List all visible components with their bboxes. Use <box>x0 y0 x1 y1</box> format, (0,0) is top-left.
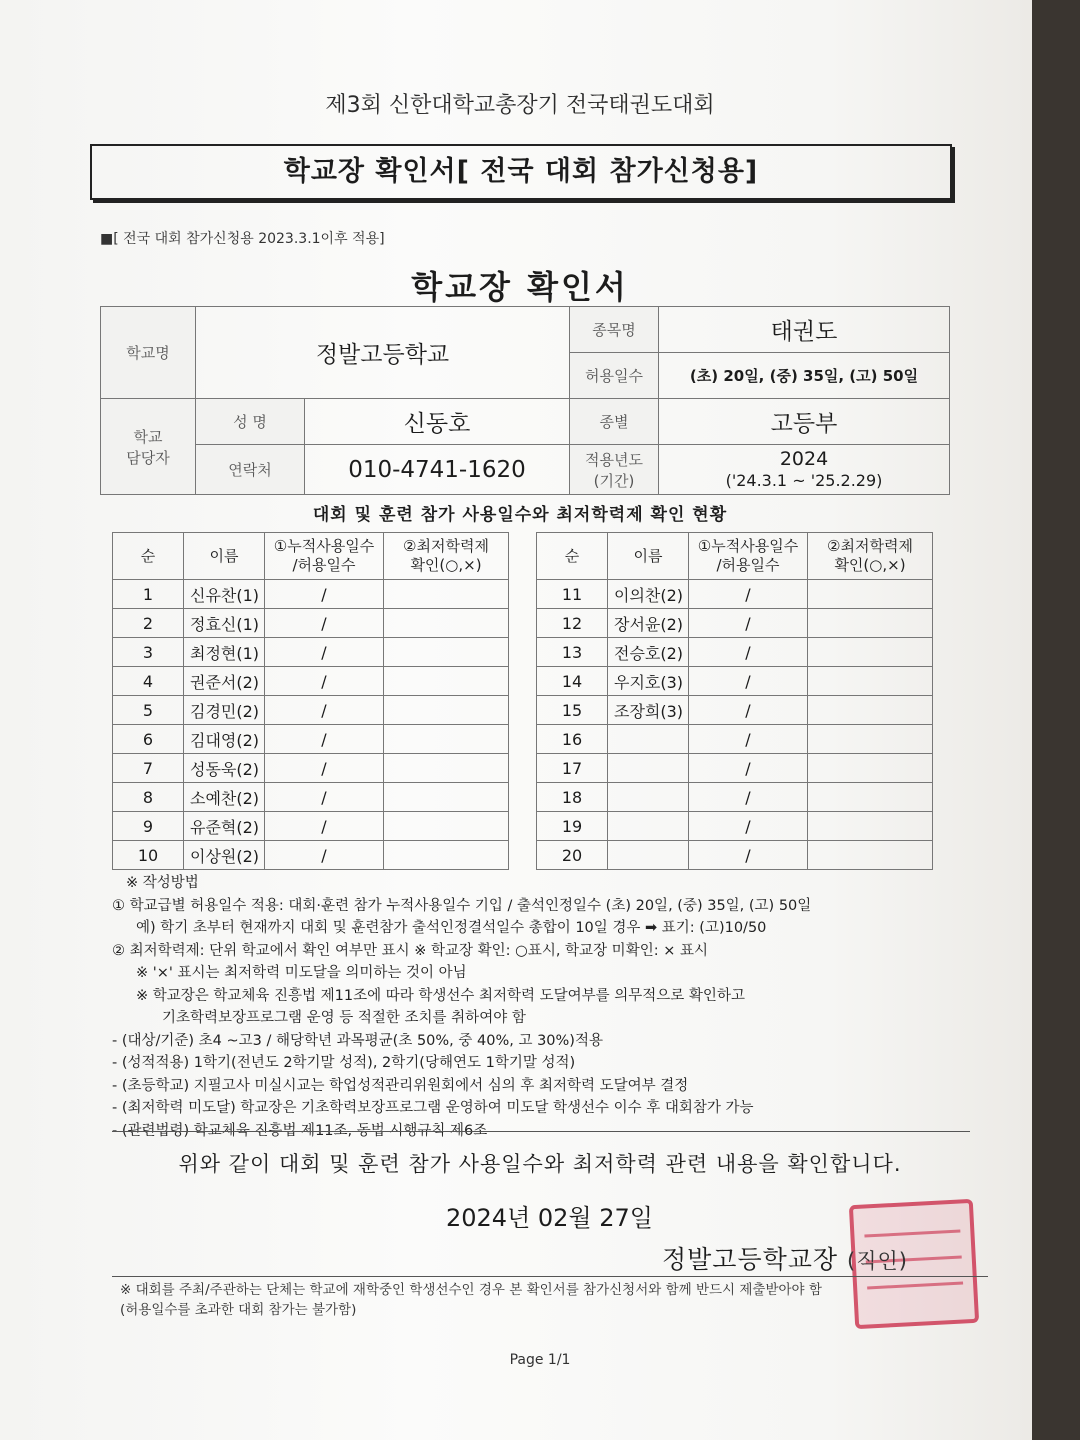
header-usage <box>689 533 808 580</box>
table-row <box>537 725 933 754</box>
min-academic-check <box>384 638 509 667</box>
student-number: 4 <box>113 667 184 696</box>
principal-title: 정발고등학교장 <box>662 1245 839 1274</box>
guide-divider <box>112 1131 970 1132</box>
usage-days: / <box>265 638 384 667</box>
min-academic-check <box>384 580 509 609</box>
table-row <box>113 638 509 667</box>
allowed-label: 허용일수 <box>570 353 659 399</box>
header-usage-line1: ①누적사용일수 <box>697 537 799 555</box>
manager-label-line1: 학교 <box>133 427 163 446</box>
usage-days: / <box>689 580 808 609</box>
student-name: 우지호(3) <box>608 667 689 696</box>
usage-days: / <box>265 609 384 638</box>
name-value: 신동호 <box>305 399 570 445</box>
guide-line: ※ 학교장은 학교체육 진흥법 제11조에 따라 학생선수 최저학력 도달여부를 의무적으로 확인하고 <box>136 987 745 1004</box>
year-cell <box>659 445 950 495</box>
student-name: 소예찬(2) <box>184 783 265 812</box>
min-academic-check <box>384 754 509 783</box>
issue-date: 2024년 02월 27일 <box>446 1204 653 1232</box>
student-name: 이상원(2) <box>184 841 265 870</box>
header-name: 이름 <box>608 533 689 580</box>
student-number: 5 <box>113 696 184 725</box>
student-name: 장서윤(2) <box>608 609 689 638</box>
student-number: 6 <box>113 725 184 754</box>
usage-days: / <box>689 841 808 870</box>
guide-line: 기초학력보장프로그램 운영 등 적절한 조치를 취하여야 함 <box>162 1010 526 1026</box>
min-academic-check <box>808 667 933 696</box>
min-academic-check <box>384 812 509 841</box>
writing-guide <box>112 872 962 1142</box>
header-usage-line1: ①누적사용일수 <box>273 537 375 555</box>
footnote <box>120 1280 822 1320</box>
competition-title: 제3회 신한대학교총장기 전국태권도대회 <box>325 93 715 118</box>
student-name: 신유찬(1) <box>184 580 265 609</box>
student-number: 10 <box>113 841 184 870</box>
table-row <box>537 638 933 667</box>
student-name <box>608 841 689 870</box>
division-value: 고등부 <box>659 399 950 445</box>
min-academic-check <box>808 696 933 725</box>
student-name <box>608 754 689 783</box>
student-number: 7 <box>113 754 184 783</box>
roster-table-right <box>536 532 933 870</box>
student-name: 이의찬(2) <box>608 580 689 609</box>
table-row <box>113 667 509 696</box>
usage-days: / <box>265 725 384 754</box>
header-check-line2: 확인(○,×) <box>410 556 482 574</box>
student-name <box>608 783 689 812</box>
table-row <box>537 696 933 725</box>
year-label <box>570 445 659 495</box>
usage-days: / <box>689 754 808 783</box>
student-name <box>608 725 689 754</box>
student-number: 8 <box>113 783 184 812</box>
guide-line: - (대상/기준) 초4 ~고3 / 해당학년 과목평균(초 50%, 중 40%, 고 30%)적용 <box>112 1032 603 1049</box>
student-number: 15 <box>537 696 608 725</box>
min-academic-check <box>384 667 509 696</box>
principal-signature <box>662 1240 908 1276</box>
guide-heading: ※ 작성방법 <box>126 875 199 891</box>
usage-days: / <box>689 812 808 841</box>
footnote-line2: (허용일수를 초과한 대회 참가는 불가함) <box>120 1302 357 1318</box>
student-name: 조장희(3) <box>608 696 689 725</box>
page-number: Page 1/1 <box>509 1352 571 1368</box>
student-number: 9 <box>113 812 184 841</box>
student-name <box>608 812 689 841</box>
table-row <box>537 783 933 812</box>
year-value: 2024 <box>779 447 829 470</box>
table-row <box>113 812 509 841</box>
header-check-line1: ②최저학력제 <box>827 537 913 555</box>
min-academic-check <box>384 725 509 754</box>
student-name: 유준혁(2) <box>184 812 265 841</box>
usage-days: / <box>265 696 384 725</box>
guide-line: ※ '×' 표시는 최저학력 미도달을 의미하는 것이 아님 <box>136 965 467 981</box>
student-number: 3 <box>113 638 184 667</box>
guide-line: ② 최저학력제: 단위 학교에서 확인 여부만 표시 ※ 학교장 확인: ○표시, 학교장 미확인: × 표시 <box>112 942 708 959</box>
student-name: 정효신(1) <box>184 609 265 638</box>
usage-days: / <box>265 580 384 609</box>
usage-days: / <box>265 754 384 783</box>
min-academic-check <box>808 725 933 754</box>
period-value: ('24.3.1 ~ '25.2.29) <box>725 470 883 490</box>
header-check-line2: 확인(○,×) <box>834 556 906 574</box>
roster-right-body <box>537 580 933 870</box>
info-table <box>100 306 950 495</box>
boxed-title: 학교장 확인서[ 전국 대회 참가신청용] <box>90 144 952 200</box>
student-number: 1 <box>113 580 184 609</box>
school-value: 정발고등학교 <box>196 307 570 399</box>
usage-days: / <box>689 725 808 754</box>
min-academic-check <box>384 696 509 725</box>
table-row <box>537 609 933 638</box>
year-label-line1: 적용년도 <box>585 450 643 469</box>
contact-value: 010-4741-1620 <box>305 445 570 495</box>
year-label-line2: (기간) <box>593 471 635 490</box>
roster-table-left <box>112 532 509 870</box>
usage-days: / <box>689 638 808 667</box>
min-academic-check <box>384 783 509 812</box>
table-row <box>113 754 509 783</box>
student-number: 19 <box>537 812 608 841</box>
min-academic-check <box>808 609 933 638</box>
header-usage-line2: /허용일수 <box>716 556 780 574</box>
min-academic-check <box>384 609 509 638</box>
table-row <box>113 783 509 812</box>
header-check <box>384 533 509 580</box>
student-number: 13 <box>537 638 608 667</box>
form-note: ■[ 전국 대회 참가신청용 2023.3.1이후 적용] <box>100 231 385 247</box>
student-number: 18 <box>537 783 608 812</box>
sport-value: 태권도 <box>659 307 950 353</box>
student-name: 김대영(2) <box>184 725 265 754</box>
footnote-line1: ※ 대회를 주최/주관하는 단체는 학교에 재학중인 학생선수인 경우 본 확인서를 참가신청서와 함께 반드시 제출받아야 함 <box>120 1282 822 1298</box>
status-title: 대회 및 훈련 참가 사용일수와 최저학력제 확인 현황 <box>312 505 728 525</box>
min-academic-check <box>808 580 933 609</box>
usage-days: / <box>265 667 384 696</box>
student-number: 12 <box>537 609 608 638</box>
header-no: 순 <box>113 533 184 580</box>
table-row <box>537 667 933 696</box>
student-number: 14 <box>537 667 608 696</box>
name-label: 성 명 <box>196 399 305 445</box>
table-row <box>537 580 933 609</box>
student-name: 성동욱(2) <box>184 754 265 783</box>
table-row <box>537 754 933 783</box>
header-name: 이름 <box>184 533 265 580</box>
allowed-value: (초) 20일, (중) 35일, (고) 50일 <box>659 353 950 399</box>
table-row <box>113 609 509 638</box>
student-name: 권준서(2) <box>184 667 265 696</box>
manager-label <box>101 399 196 495</box>
header-check-line1: ②최저학력제 <box>403 537 489 555</box>
school-label: 학교명 <box>101 307 196 399</box>
table-row <box>113 841 509 870</box>
student-number: 17 <box>537 754 608 783</box>
table-row <box>537 841 933 870</box>
usage-days: / <box>265 783 384 812</box>
division-label: 종별 <box>570 399 659 445</box>
header-check <box>808 533 933 580</box>
min-academic-check <box>808 783 933 812</box>
table-row <box>113 580 509 609</box>
sport-label: 종목명 <box>570 307 659 353</box>
guide-line: - (성적적용) 1학기(전년도 2학기말 성적), 2학기(당해연도 1학기말 성적) <box>112 1055 576 1071</box>
table-row <box>113 725 509 754</box>
seal-mark: (직인) <box>847 1249 908 1273</box>
guide-line: - (관련법령) 학교체육 진흥법 제11조, 동법 시행규칙 제6조 <box>112 1122 488 1139</box>
form-title: 학교장 확인서 <box>411 268 629 306</box>
usage-days: / <box>689 609 808 638</box>
min-academic-check <box>808 812 933 841</box>
guide-line: - (초등학교) 지필고사 미실시교는 학업성적관리위원회에서 심의 후 최저학력 도달여부 결정 <box>112 1077 689 1094</box>
table-row <box>537 812 933 841</box>
footer-divider <box>112 1276 988 1277</box>
confirmation-statement: 위와 같이 대회 및 훈련 참가 사용일수와 최저학력 관련 내용을 확인합니다. <box>178 1152 902 1176</box>
student-number: 2 <box>113 609 184 638</box>
header-usage <box>265 533 384 580</box>
usage-days: / <box>689 696 808 725</box>
guide-line: - (최저학력 미도달) 학교장은 기초학력보장프로그램 운영하여 미도달 학생선수 이수 후 대회참가 가능 <box>112 1100 754 1116</box>
student-number: 16 <box>537 725 608 754</box>
usage-days: / <box>265 841 384 870</box>
guide-line: 예) 학기 초부터 현재까지 대회 및 훈련참가 출석인정결석일수 총합이 10일 경우 ➡ 표기: (고)10/50 <box>136 920 767 936</box>
min-academic-check <box>808 841 933 870</box>
usage-days: / <box>265 812 384 841</box>
usage-days: / <box>689 783 808 812</box>
header-no: 순 <box>537 533 608 580</box>
usage-days: / <box>689 667 808 696</box>
contact-label: 연락처 <box>196 445 305 495</box>
guide-line: ① 학교급별 허용일수 적용: 대회·훈련 참가 누적사용일수 기입 / 출석인정일수 (초) 20일, (중) 35일, (고) 50일 <box>112 897 812 914</box>
manager-label-line2: 담당자 <box>126 448 170 467</box>
student-number: 11 <box>537 580 608 609</box>
student-name: 최정현(1) <box>184 638 265 667</box>
roster-left-body <box>113 580 509 870</box>
header-usage-line2: /허용일수 <box>292 556 356 574</box>
min-academic-check <box>808 754 933 783</box>
min-academic-check <box>808 638 933 667</box>
student-name: 김경민(2) <box>184 696 265 725</box>
min-academic-check <box>384 841 509 870</box>
table-row <box>113 696 509 725</box>
student-number: 20 <box>537 841 608 870</box>
student-name: 전승호(2) <box>608 638 689 667</box>
